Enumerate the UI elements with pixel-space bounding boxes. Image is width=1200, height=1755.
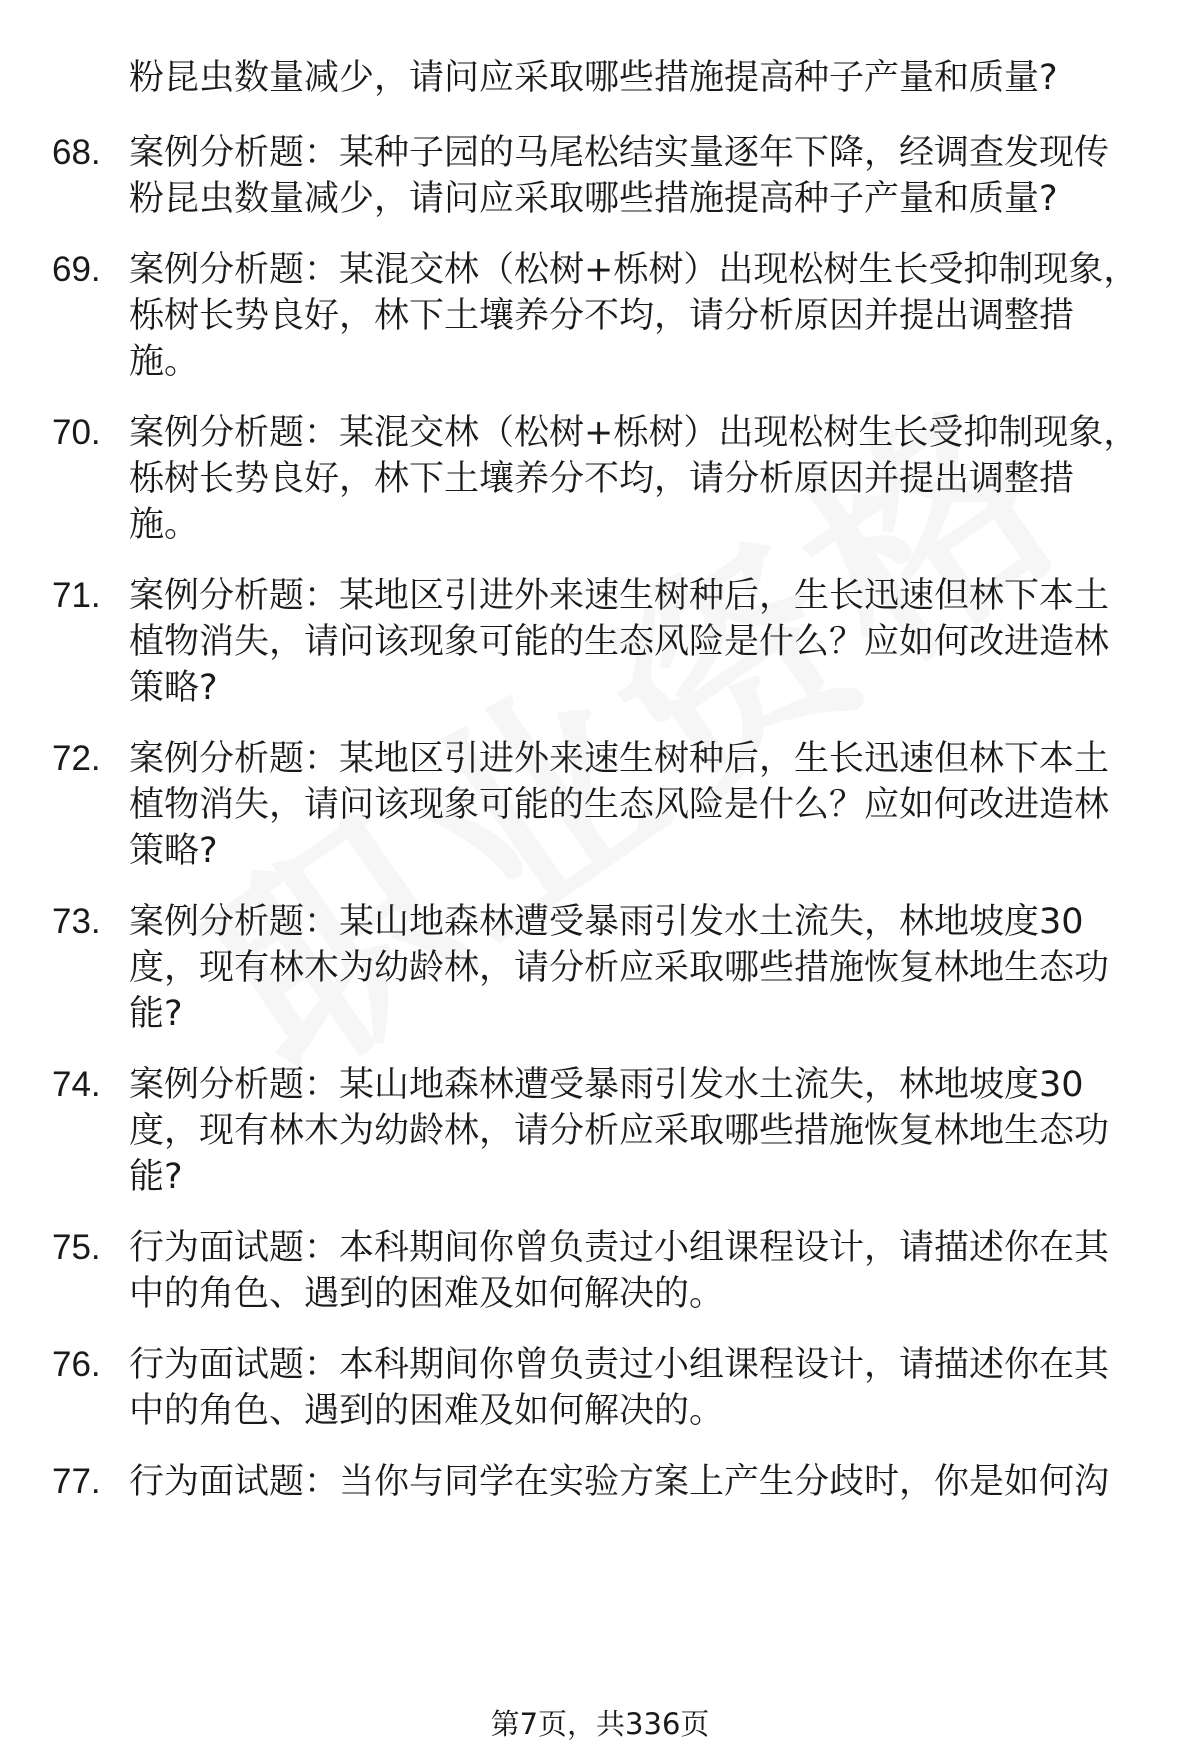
question-text: 案例分析题：某地区引进外来速生树种后，生长迅速但林下本土植物消失，请问该现象可能的生态风险是什么？应如何改进造林策略? [129,739,1110,871]
question-number: 76. [52,1345,101,1384]
question-number: 71. [52,576,101,615]
question-number: 77. [52,1462,101,1501]
question-item [52,1062,1152,1200]
continuation-text: 粉昆虫数量减少，请问应采取哪些措施提高种子产量和质量? [129,58,1058,98]
question-item [52,1342,1152,1434]
page-number-footer: 第7页，共336页 [490,1707,710,1741]
question-item [52,736,1152,874]
question-item [52,899,1152,1037]
question-text: 案例分析题：某山地森林遭受暴雨引发水土流失，林地坡度30度，现有林木为幼龄林，请分析应采取哪些措施恢复林地生态功能? [129,1065,1110,1197]
question-item [52,130,1152,222]
question-text: 案例分析题：某山地森林遭受暴雨引发水土流失，林地坡度30度，现有林木为幼龄林，请分析应采取哪些措施恢复林地生态功能? [129,902,1110,1034]
question-item [52,410,1152,548]
question-text: 行为面试题：当你与同学在实验方案上产生分歧时，你是如何沟 [129,1462,1110,1502]
question-item [52,573,1152,711]
question-item [52,1459,1152,1505]
question-text: 案例分析题：某混交林（松树+栎树）出现松树生长受抑制现象，栎树长势良好，林下土壤养分不均，请分析原因并提出调整措施。 [129,250,1139,382]
question-number: 69. [52,250,101,289]
question-item [52,1225,1152,1317]
question-number: 72. [52,739,101,778]
question-text: 行为面试题：本科期间你曾负责过小组课程设计，请描述你在其中的角色、遇到的困难及如何解决的。 [129,1345,1110,1431]
question-number: 74. [52,1065,101,1104]
question-number: 68. [52,133,101,172]
question-text: 案例分析题：某种子园的马尾松结实量逐年下降，经调查发现传粉昆虫数量减少，请问应采取哪些措施提高种子产量和质量? [129,133,1110,219]
question-number: 73. [52,902,101,941]
question-text: 案例分析题：某地区引进外来速生树种后，生长迅速但林下本土植物消失，请问该现象可能的生态风险是什么？应如何改进造林策略? [129,576,1110,708]
question-text: 行为面试题：本科期间你曾负责过小组课程设计，请描述你在其中的角色、遇到的困难及如何解决的。 [129,1228,1110,1314]
question-number: 75. [52,1228,101,1267]
question-item [52,247,1152,385]
question-number: 70. [52,413,101,452]
question-text: 案例分析题：某混交林（松树+栎树）出现松树生长受抑制现象，栎树长势良好，林下土壤养分不均，请分析原因并提出调整措施。 [129,413,1139,545]
